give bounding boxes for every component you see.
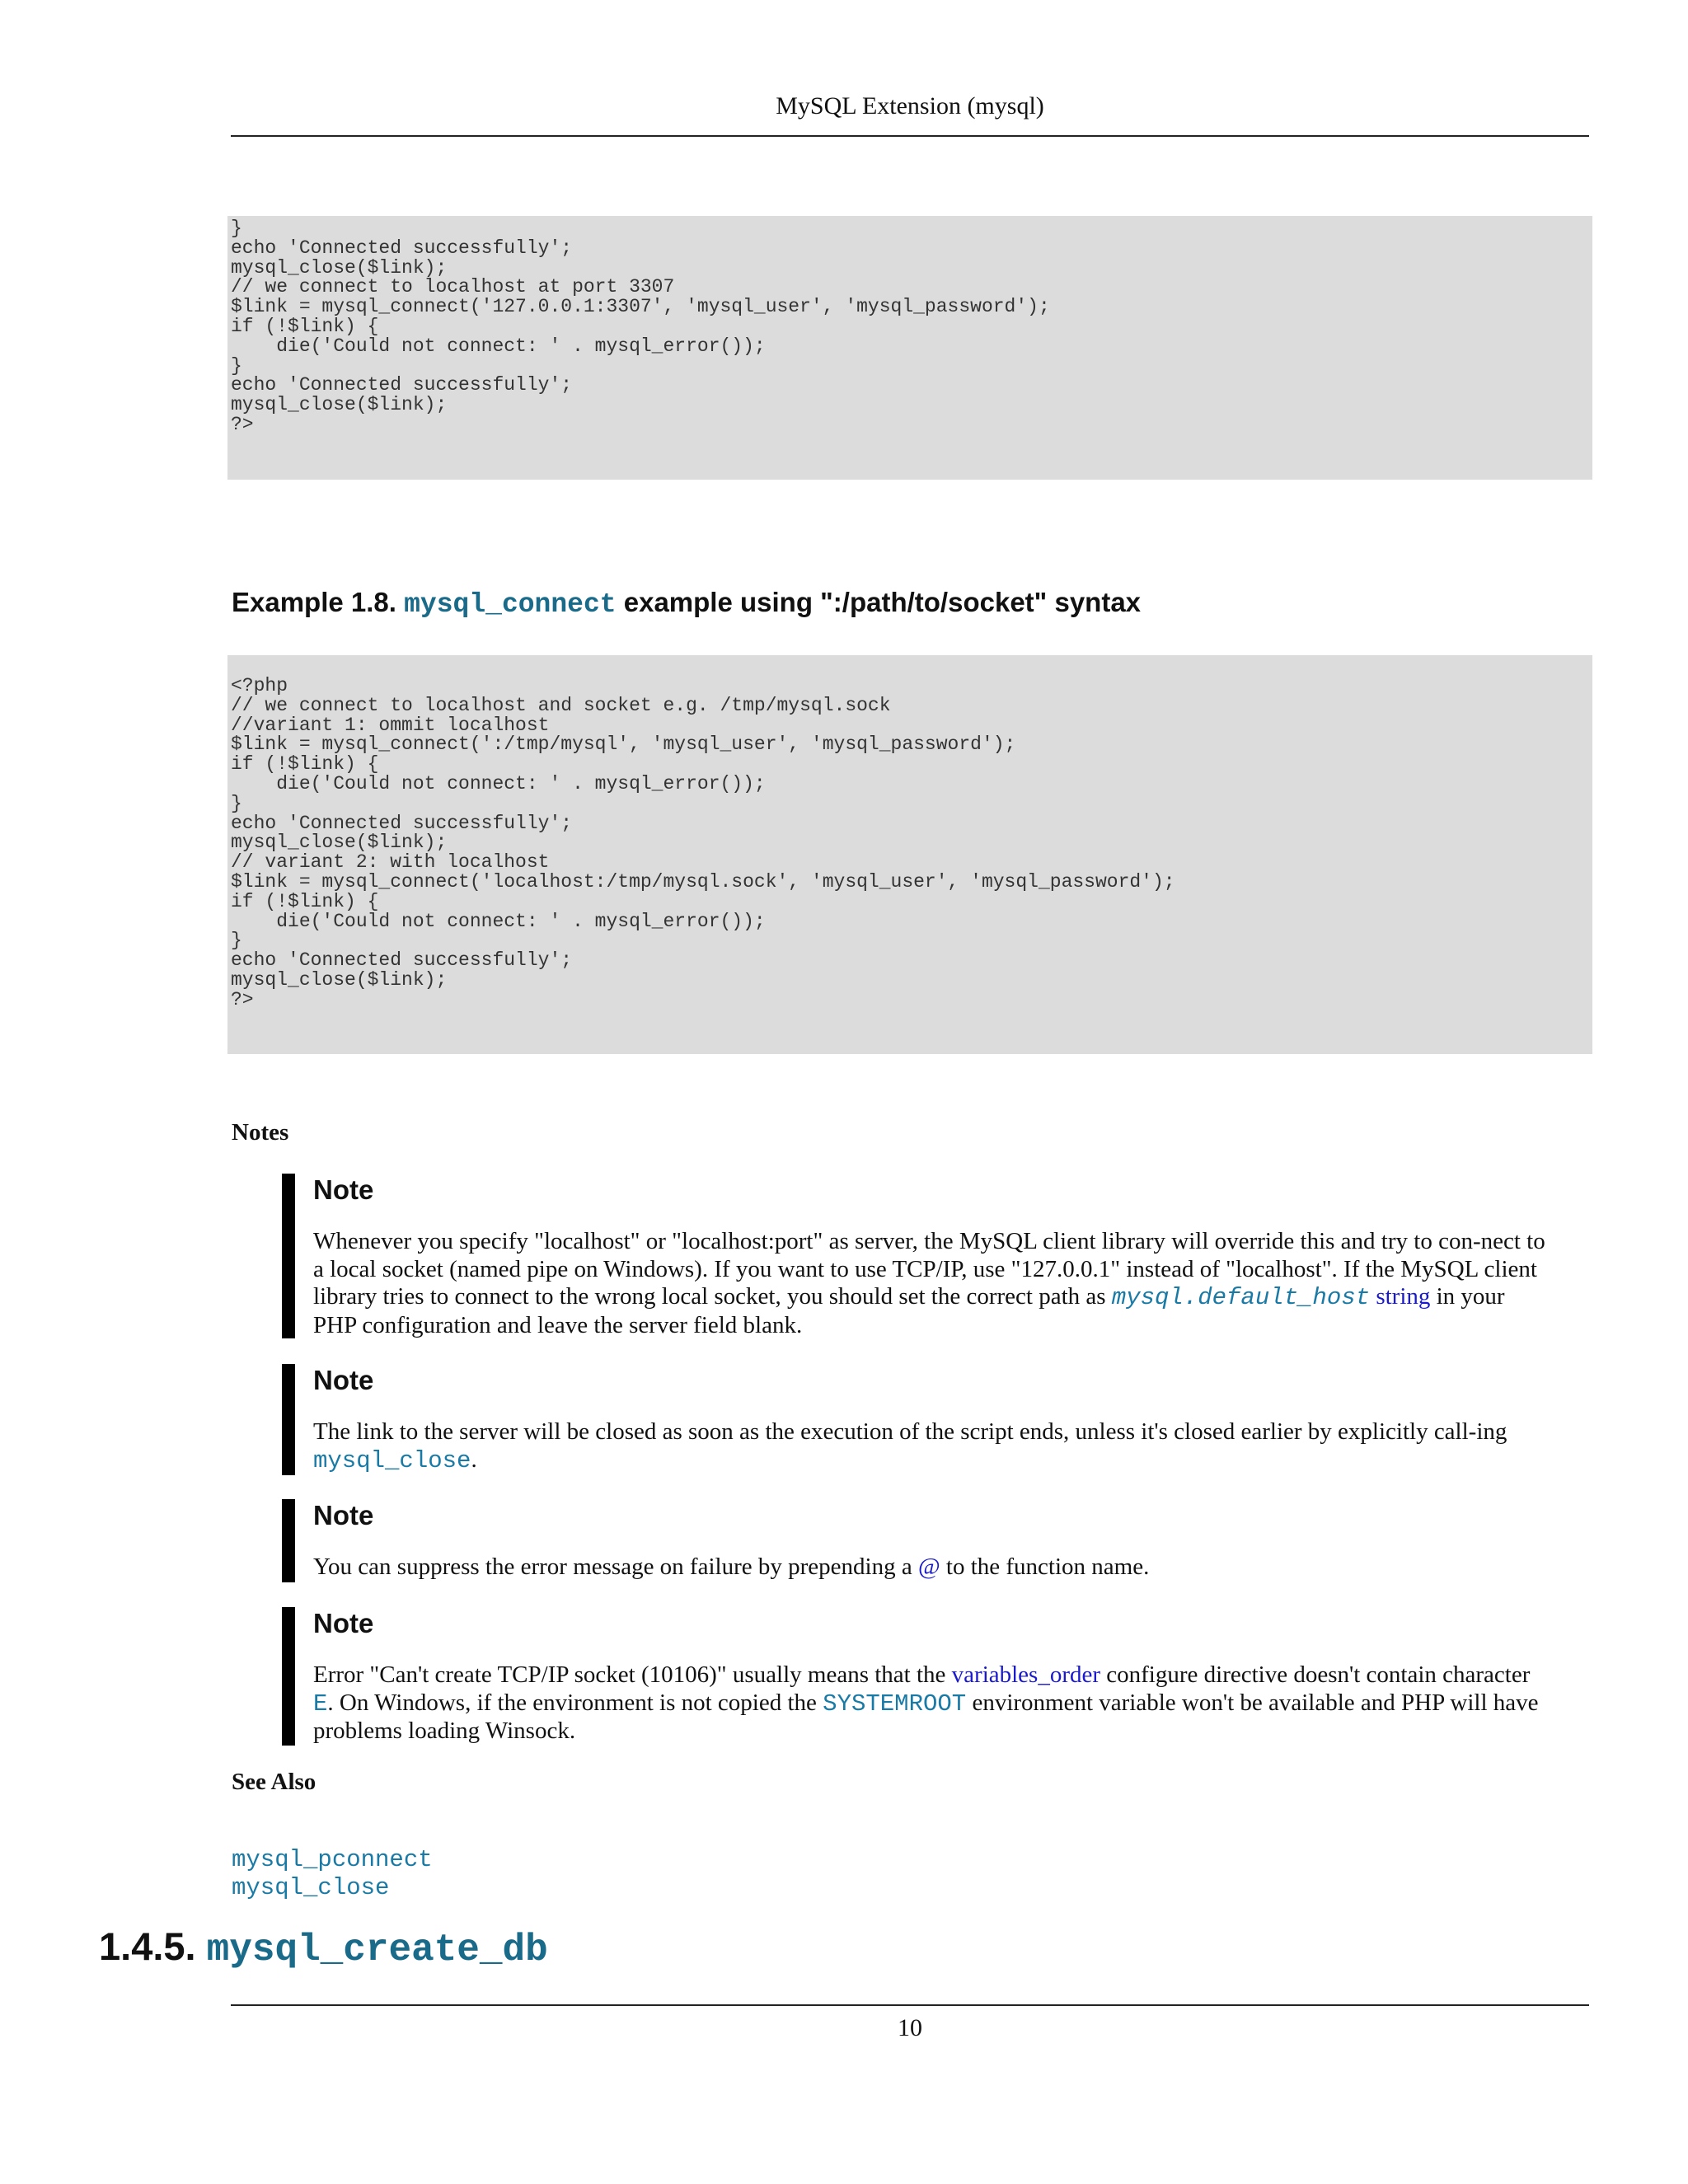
- note-text: The link to the server will be closed as soon as the execution of the script ends, unless it's closed earlier by explicitly call-ing: [313, 1418, 1507, 1445]
- note-title: Note: [313, 1500, 374, 1530]
- note-text: Whenever you specify "localhost" or "localhost:port" as server, the MySQL client library will override this and try to con-nect to a local socket (named pipe on Windows). If you want to use TCP/IP, use "127.0.0.1" instead of "localhost". If the MySQL client library tries to connect to the wrong local socket, you should set the correct path as: [313, 1228, 1545, 1310]
- mysql-close-link[interactable]: mysql_close: [313, 1446, 471, 1474]
- note-body: [313, 1418, 1551, 1474]
- note-title: Note: [313, 1608, 374, 1638]
- footer-rule: [231, 2004, 1589, 2006]
- example-prefix: Example 1.8.: [232, 587, 405, 617]
- default-host-link[interactable]: mysql.default_host: [1111, 1284, 1371, 1311]
- example-title: [232, 587, 1141, 620]
- note-text: environment variable won't be available and PHP will have problems loading Winsock.: [313, 1689, 1539, 1744]
- example-suffix: example using ":/path/to/socket" syntax: [616, 587, 1142, 617]
- note-text: in your PHP configuration and leave the server field blank.: [313, 1283, 1505, 1338]
- header-rule: [231, 135, 1589, 137]
- code-block-2: <?php // we connect to localhost and socket e.g. /tmp/mysql.sock //variant 1: ommit localhost $link = mysql_connect(':/tmp/mysql', 'mysql_user', 'mysql_password'); if (!$link) { die('Could not connect: ' . mysql_error()); } echo 'Connected successfully'; mysql_close($link); // variant 2: with localhost $link = mysql_connect('localhost:/tmp/mysql.sock', 'mysql_user', 'mysql_password'); if (!$link) { die('Could not connect: ' . mysql_error()); } echo 'Connected successfully'; mysql_close($link); ?>: [227, 655, 1592, 1054]
- note-body: [313, 1228, 1551, 1339]
- note-text: configure directive doesn't contain character: [1100, 1661, 1531, 1688]
- see-also-list: [232, 1846, 433, 1902]
- page-number: 10: [898, 2014, 922, 2041]
- section-function-link[interactable]: mysql_create_db: [206, 1929, 548, 1971]
- example-function-link[interactable]: mysql_connect: [404, 589, 617, 620]
- note-localhost: [282, 1174, 1551, 1338]
- note-text: .: [471, 1446, 477, 1473]
- note-text: Error "Can't create TCP/IP socket (10106)" usually means that the: [313, 1661, 952, 1688]
- note-link-closed: [282, 1364, 1551, 1475]
- note-tcp-socket-error: [282, 1607, 1551, 1746]
- code-block-1: } echo 'Connected successfully'; mysql_close($link); // we connect to localhost at port 3307 $link = mysql_connect('127.0.0.1:3307', 'mysql_user', 'mysql_password'); if (!$link) { die('Could not connect: ' . mysql_error()); } echo 'Connected successfully'; mysql_close($link); ?>: [227, 216, 1592, 480]
- e-character-code: E: [313, 1690, 328, 1718]
- note-title: Note: [313, 1365, 374, 1395]
- section-heading: [99, 1924, 548, 1971]
- notes-heading: Notes: [232, 1119, 289, 1146]
- string-link[interactable]: string: [1376, 1283, 1431, 1310]
- see-also-link-mysql-close[interactable]: mysql_close: [232, 1874, 390, 1901]
- note-text: . On Windows, if the environment is not copied the: [327, 1689, 823, 1716]
- systemroot-code: SYSTEMROOT: [823, 1690, 967, 1718]
- section-number: 1.4.5.: [99, 1924, 207, 1968]
- note-text: You can suppress the error message on failure by prepending a: [313, 1554, 918, 1580]
- note-text: to the function name.: [940, 1554, 1150, 1580]
- note-suppress-error: [282, 1499, 1551, 1582]
- see-also-heading: See Also: [232, 1769, 316, 1795]
- note-body: [313, 1661, 1551, 1746]
- running-header: MySQL Extension (mysql): [776, 92, 1044, 120]
- at-operator-link[interactable]: @: [917, 1554, 940, 1580]
- see-also-link-mysql-pconnect[interactable]: mysql_pconnect: [232, 1846, 433, 1873]
- variables-order-link[interactable]: variables_order: [951, 1661, 1101, 1688]
- note-title: Note: [313, 1174, 374, 1205]
- note-body: [313, 1554, 1551, 1582]
